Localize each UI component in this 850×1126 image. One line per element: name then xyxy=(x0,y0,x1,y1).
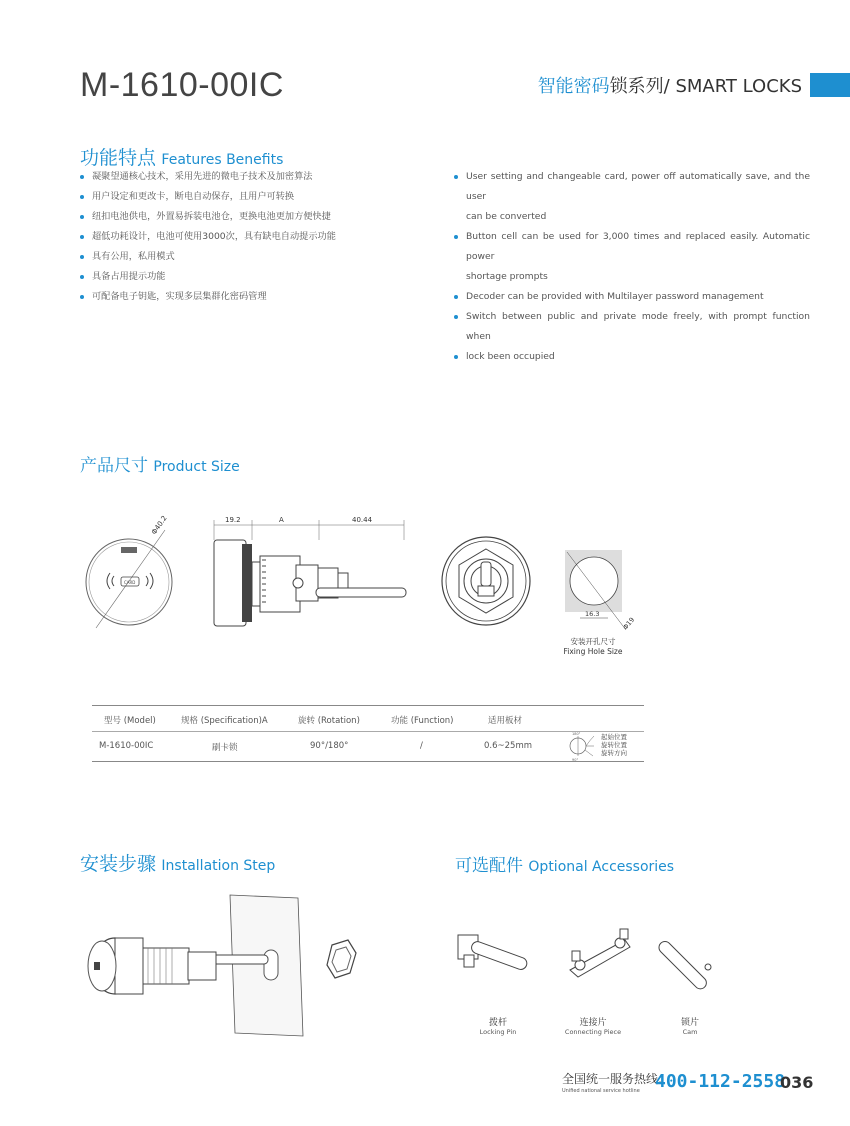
accessory-connecting-piece-en: Connecting Piece xyxy=(564,1028,622,1036)
rotation-legend xyxy=(601,733,627,757)
table-header-rotation: 旋转 (Rotation) xyxy=(298,716,360,726)
accessories-heading xyxy=(455,851,674,876)
front-view-drawing xyxy=(86,530,172,628)
feature-en-item: can be converted xyxy=(466,211,547,222)
hotline-label: 全国统一服务热线: xyxy=(562,1072,663,1086)
feature-cn-item: 用户设定和更改卡，断电自动保存，且用户可转换 xyxy=(78,187,418,207)
series-title xyxy=(538,72,802,98)
features-heading xyxy=(80,143,283,170)
features-heading-cn: 功能特点 xyxy=(80,147,157,169)
side-view-drawing xyxy=(214,520,406,626)
table-header-function: 功能 (Function) xyxy=(391,716,454,726)
hotline-sub: Unified national service hotline xyxy=(562,1088,640,1094)
legend-rotation: 旋转位置 xyxy=(601,741,627,749)
accessory-locking-pin-en: Locking Pin xyxy=(479,1028,517,1036)
feature-en-item: User setting and changeable card, power off automatically save, and the user xyxy=(452,167,810,207)
features-cn-list xyxy=(78,167,418,307)
hotline-label-block xyxy=(562,1073,662,1097)
front-badge-text: CARD xyxy=(124,580,136,585)
installation-heading xyxy=(80,849,275,876)
table-cell-rotation: 90°/180° xyxy=(310,741,349,751)
back-view-drawing xyxy=(442,537,530,625)
product-size-heading-en: Product Size xyxy=(153,459,240,475)
legend-start: 起始位置 xyxy=(601,733,627,741)
rotation-legend-icon xyxy=(565,730,599,762)
accessory-connecting-piece-cn: 连接片 xyxy=(579,1018,607,1028)
feature-en-item: shortage prompts xyxy=(466,271,548,282)
locking-pin-drawing xyxy=(458,935,529,971)
fixing-hole-caption xyxy=(560,637,626,657)
table-header-model: 型号 (Model) xyxy=(104,716,156,726)
feature-en-item: lock been occupied xyxy=(452,347,810,367)
product-size-heading-cn: 产品尺寸 xyxy=(80,456,148,476)
series-title-rest: 锁系列/ SMART LOCKS xyxy=(609,76,802,97)
product-size-heading xyxy=(80,451,240,476)
accessory-locking-pin xyxy=(470,1015,526,1036)
accessories-heading-en: Optional Accessories xyxy=(528,859,675,875)
table-top-rule xyxy=(92,705,644,706)
accessory-cam-cn: 锁片 xyxy=(680,1018,699,1028)
legend-mark-90: 90° xyxy=(572,758,579,762)
dim-diameter: Φ40.2 xyxy=(150,514,169,537)
dim-a: A xyxy=(279,516,284,524)
accessory-cam xyxy=(670,1015,710,1036)
fixing-hole-caption-cn: 安装开孔尺寸 xyxy=(570,637,616,646)
accessories-heading-cn: 可选配件 xyxy=(455,856,523,876)
accessory-cam-en: Cam xyxy=(682,1028,698,1036)
feature-cn-item: 具备占用提示功能 xyxy=(78,267,418,287)
installation-drawing xyxy=(80,890,400,1050)
features-en-list xyxy=(452,167,810,367)
dim-hole-width: 16.3 xyxy=(585,610,600,618)
accessory-connecting-piece xyxy=(556,1015,630,1036)
table-header-spec: 规格 (Specification)A xyxy=(181,716,268,726)
legend-mark-180: 180° xyxy=(572,732,581,736)
dim-19-2: 19.2 xyxy=(225,516,241,524)
accessory-locking-pin-cn: 拨杆 xyxy=(488,1018,507,1028)
model-title: M-1610-00IC xyxy=(80,66,284,104)
fixing-hole-caption-en: Fixing Hole Size xyxy=(563,647,623,656)
hotline-number[interactable]: 400-112-2558 xyxy=(655,1071,786,1092)
feature-cn-item: 超低功耗设计，电池可使用3000次，具有缺电自动提示功能 xyxy=(78,227,418,247)
product-size-drawing xyxy=(0,490,850,670)
feature-en-item: Decoder can be provided with Multilayer password management xyxy=(452,287,810,307)
accessories-drawing xyxy=(440,915,740,995)
dim-40-44: 40.44 xyxy=(352,516,373,524)
table-cell-panel: 0.6~25mm xyxy=(484,741,533,751)
feature-en-item: Switch between public and private mode freely, with prompt function when xyxy=(452,307,810,347)
feature-cn-item: 可配备电子钥匙，实现多层集群化密码管理 xyxy=(78,287,418,307)
dim-hole-diameter: Φ19 xyxy=(621,615,637,632)
table-cell-spec: 刷卡锁 xyxy=(212,743,238,753)
table-cell-model: M-1610-00IC xyxy=(99,741,154,751)
fixing-hole-drawing xyxy=(565,550,626,630)
table-bottom-rule xyxy=(92,761,644,762)
series-accent-bar xyxy=(810,73,850,97)
legend-direction: 旋转方向 xyxy=(601,749,627,757)
feature-cn-item: 凝聚望通核心技术，采用先进的微电子技术及加密算法 xyxy=(78,167,418,187)
table-mid-rule xyxy=(92,731,644,732)
table-cell-function: / xyxy=(420,741,423,751)
feature-en-item: Button cell can be used for 3,000 times and replaced easily. Automatic power xyxy=(452,227,810,267)
cam-drawing xyxy=(657,939,711,991)
installation-heading-en: Installation Step xyxy=(161,858,276,874)
feature-cn-item: 具有公用，私用模式 xyxy=(78,247,418,267)
installation-heading-cn: 安装步骤 xyxy=(80,853,157,875)
page-number: 036 xyxy=(780,1073,814,1092)
features-heading-en: Features Benefits xyxy=(161,152,284,168)
series-title-cn: 智能密码 xyxy=(537,76,610,97)
connecting-piece-drawing xyxy=(570,929,630,977)
table-header-panel: 适用板材 xyxy=(488,716,523,726)
feature-cn-item: 纽扣电池供电，外置易拆装电池仓，更换电池更加方便快捷 xyxy=(78,207,418,227)
